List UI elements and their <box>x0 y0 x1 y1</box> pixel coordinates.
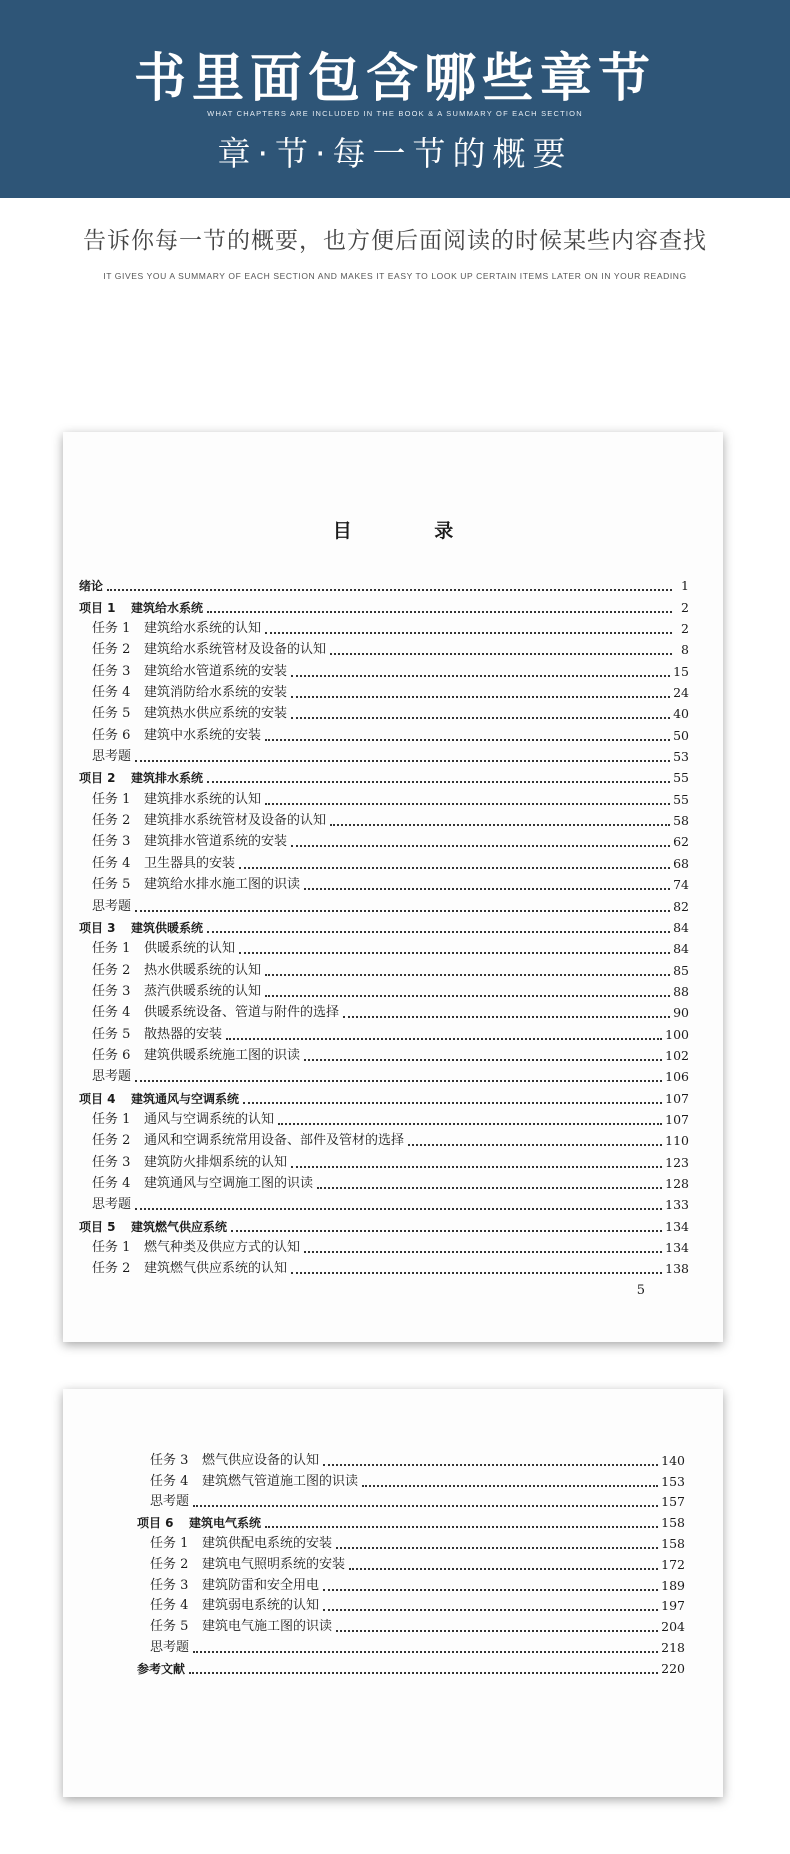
toc-entry-label <box>92 1069 131 1085</box>
toc-entry-row <box>79 1128 689 1149</box>
toc-entry-title: 建筑防雷和安全用电 <box>202 1577 320 1593</box>
toc-entry-label <box>92 706 287 722</box>
toc-page-ref: 24 <box>673 685 689 701</box>
toc-page-ref: 110 <box>665 1133 689 1149</box>
toc-page-ref: 50 <box>673 727 689 743</box>
toc-entry-title: 参考文献 <box>137 1661 186 1676</box>
toc-entry-row <box>79 1021 689 1042</box>
toc-page-ref: 88 <box>673 983 689 999</box>
dot-leader <box>107 589 672 591</box>
toc-entry-number: 任务 3 <box>150 1577 189 1593</box>
toc-entry-number: 任务 1 <box>92 941 131 957</box>
toc-entry-label <box>79 1219 227 1235</box>
toc-entry-label <box>92 685 287 701</box>
toc-entry-label <box>92 877 300 893</box>
toc-entry-number: 任务 3 <box>92 1154 131 1170</box>
toc-entry-label <box>92 984 261 1000</box>
toc-entry-title: 建筑通风与空调系统 <box>131 1091 240 1106</box>
toc-entry-row <box>79 637 689 658</box>
toc-entry-title: 建筑热水供应系统的安装 <box>144 706 288 722</box>
toc-page-ref: 53 <box>673 749 689 765</box>
dot-leader <box>193 1505 658 1507</box>
toc-entry-row <box>79 1043 689 1064</box>
dot-leader <box>291 717 670 719</box>
banner-subtitle-cn: 章·节·每一节的概要 <box>217 134 573 173</box>
toc-entry-number: 任务 3 <box>92 834 131 850</box>
dot-leader <box>207 931 670 933</box>
toc-entry-title: 建筑防火排烟系统的认知 <box>144 1154 288 1170</box>
toc-entry-row <box>79 936 689 957</box>
toc-chapter-row <box>79 915 689 936</box>
toc-chapter-row <box>79 1085 689 1106</box>
toc-entry-title: 建筑通风与空调施工图的识读 <box>144 1175 314 1191</box>
toc-entry-label <box>92 963 261 979</box>
dot-leader <box>231 1230 662 1232</box>
toc-entry-row <box>137 1635 685 1656</box>
toc-entry-number: 项目 4 <box>79 1091 116 1106</box>
banner-subtitle-en: WHAT CHAPTERS ARE INCLUDED IN THE BOOK & A SUMMARY OF EACH SECTION <box>207 109 583 118</box>
toc-entry-title: 散热器的安装 <box>144 1026 223 1042</box>
toc-entry-number: 项目 3 <box>79 920 116 935</box>
toc-entry-label <box>150 1619 332 1635</box>
toc-page-ref: 157 <box>661 1494 685 1510</box>
toc-entry-label <box>92 941 235 957</box>
toc-page-ref: 15 <box>673 663 689 679</box>
dot-leader <box>317 1187 662 1189</box>
toc-entry-number: 任务 4 <box>150 1473 189 1489</box>
toc-entry-label <box>92 834 287 850</box>
toc-entry-row <box>79 658 689 679</box>
toc-entry-number: 任务 1 <box>150 1535 189 1551</box>
dot-leader <box>135 760 670 762</box>
toc-entry-label <box>92 1112 274 1128</box>
toc-entry-row <box>137 1531 685 1552</box>
toc-page-ref: 140 <box>661 1452 685 1468</box>
toc-entry-row <box>79 616 689 637</box>
toc-entry-row <box>137 1490 685 1511</box>
dot-leader <box>304 1059 662 1061</box>
toc-page-ref: 40 <box>673 706 689 722</box>
toc-page-ref: 220 <box>661 1660 685 1676</box>
toc-entry-number: 任务 4 <box>92 685 131 701</box>
dot-leader <box>291 1272 662 1274</box>
toc-page-ref: 55 <box>673 791 689 807</box>
toc-entry-number: 任务 2 <box>92 962 131 978</box>
toc-entry-row <box>79 1235 689 1256</box>
toc-entry-label <box>92 1176 313 1192</box>
dot-leader <box>408 1144 662 1146</box>
toc-entry-label <box>92 664 287 680</box>
toc-page-ref: 102 <box>665 1047 689 1063</box>
toc-entry-number: 项目 5 <box>79 1219 116 1234</box>
toc-entry-number: 任务 2 <box>92 1133 131 1149</box>
toc-entry-title: 建筑电气系统 <box>189 1516 262 1531</box>
toc-page-ref: 58 <box>673 813 689 829</box>
toc-entry-number: 任务 3 <box>92 983 131 999</box>
toc-entry-title: 供暖系统设备、管道与附件的选择 <box>144 1005 340 1021</box>
toc-entry-label <box>150 1453 319 1469</box>
toc-entry-number: 项目 6 <box>137 1516 174 1531</box>
toc-entry-label <box>150 1557 345 1573</box>
dot-leader <box>239 867 670 869</box>
toc-entry-label <box>92 749 131 765</box>
dot-leader <box>336 1630 658 1632</box>
dot-leader <box>291 1166 662 1168</box>
toc-entry-label <box>150 1640 189 1656</box>
toc-entry-title: 建筑排水系统的认知 <box>144 791 262 807</box>
toc-page-ref: 197 <box>661 1598 685 1614</box>
toc-entry-label <box>92 1155 287 1171</box>
toc-list <box>79 573 689 1277</box>
dot-leader <box>135 1208 662 1210</box>
toc-page-ref: 134 <box>665 1240 689 1255</box>
toc-page-2 <box>63 1389 723 1797</box>
dot-leader <box>304 888 670 890</box>
toc-entry-row <box>79 722 689 743</box>
toc-entry-title: 建筑给水管道系统的安装 <box>144 663 288 679</box>
toc-page-ref: 128 <box>665 1175 689 1191</box>
toc-entry-number: 任务 1 <box>92 621 131 637</box>
toc-entry-title: 建筑燃气供应系统的认知 <box>144 1261 288 1277</box>
dot-leader <box>189 1672 658 1674</box>
toc-page-ref: 84 <box>673 941 689 957</box>
toc-entry-number: 任务 3 <box>150 1452 189 1468</box>
dot-leader <box>207 611 672 613</box>
toc-page-ref: 90 <box>673 1005 689 1021</box>
toc-page-ref: 74 <box>673 877 689 893</box>
toc-entry-title: 燃气种类及供应方式的认知 <box>144 1240 301 1255</box>
toc-entry-row <box>79 1149 689 1170</box>
toc-entry-title: 建筑供暖系统 <box>131 920 204 935</box>
toc-page-ref: 55 <box>673 770 689 786</box>
toc-entry-title: 建筑电气施工图的识读 <box>202 1619 333 1635</box>
toc-entry-number: 任务 5 <box>92 1026 131 1042</box>
toc-entry-label <box>79 578 103 594</box>
dot-leader <box>265 803 670 805</box>
dot-leader <box>323 1464 658 1466</box>
toc-page-ref: 133 <box>665 1197 689 1213</box>
toc-entry-label <box>137 1515 261 1531</box>
toc-entry-title: 建筑排水管道系统的安装 <box>144 834 288 850</box>
dot-leader <box>265 974 670 976</box>
toc-entry-number: 任务 3 <box>92 663 131 679</box>
dot-leader <box>330 824 670 826</box>
toc-page-ref: 138 <box>665 1261 689 1277</box>
toc-entry-label <box>150 1578 319 1594</box>
dot-leader <box>349 1568 658 1570</box>
toc-entry-label <box>150 1474 358 1490</box>
toc-entry-row <box>79 872 689 893</box>
toc-entry-label <box>92 1197 131 1213</box>
dot-leader <box>265 995 670 997</box>
toc-entry-number: 任务 5 <box>92 877 131 893</box>
toc-entry-number: 任务 1 <box>92 791 131 807</box>
dot-leader <box>291 696 670 698</box>
toc-entry-number: 任务 1 <box>92 1111 131 1127</box>
dot-leader <box>243 1102 662 1104</box>
toc-entry-title: 思考题 <box>92 1069 132 1085</box>
toc-page-ref: 68 <box>673 855 689 871</box>
toc-entry-row <box>137 1594 685 1615</box>
toc-entry-row <box>79 957 689 978</box>
toc-chapter-row <box>79 1213 689 1234</box>
toc-entry-number: 任务 4 <box>92 855 131 871</box>
dot-leader <box>278 1123 662 1125</box>
dot-leader <box>343 1016 670 1018</box>
toc-entry-title: 思考题 <box>92 1197 132 1213</box>
toc-entry-label <box>92 1133 404 1149</box>
toc-entry-label <box>150 1536 332 1552</box>
intro-text-en: IT GIVES YOU A SUMMARY OF EACH SECTION AND MAKES IT EASY TO LOOK UP CERTAIN ITEMS LATER ON IN YOUR READING <box>103 271 687 281</box>
toc-page-1 <box>63 432 723 1342</box>
toc-entry-title: 建筑消防给水系统的安装 <box>144 685 288 701</box>
toc-entry-title: 蒸汽供暖系统的认知 <box>144 983 262 999</box>
toc-page-ref: 85 <box>673 962 689 978</box>
toc-page-ref: 172 <box>661 1556 685 1572</box>
toc-entry-row <box>79 1171 689 1192</box>
toc-entry-label <box>79 600 203 616</box>
toc-page-ref: 158 <box>661 1535 685 1551</box>
toc-entry-row <box>79 829 689 850</box>
toc-entry-title: 通风和空调系统常用设备、部件及管材的选择 <box>144 1133 405 1149</box>
toc-entry-row <box>79 744 689 765</box>
dot-leader <box>265 739 670 741</box>
toc-entry-label <box>92 899 131 915</box>
toc-entry-number: 项目 2 <box>79 771 116 786</box>
intro-text-cn: 告诉你每一节的概要，也方便后面阅读的时候某些内容查找 <box>83 228 707 254</box>
toc-entry-label <box>150 1598 319 1614</box>
toc-entry-title: 思考题 <box>92 898 132 914</box>
toc-entry-number: 任务 2 <box>150 1556 189 1572</box>
dot-leader <box>265 1526 658 1528</box>
toc-entry-row <box>79 701 689 722</box>
toc-page-ref: 218 <box>661 1639 685 1655</box>
toc-entry-label <box>92 1005 339 1021</box>
toc-chapter-row <box>137 1510 685 1531</box>
dot-leader <box>323 1609 658 1611</box>
toc-chapter-row <box>137 1656 685 1677</box>
toc-entry-title: 供暖系统的认知 <box>144 941 236 957</box>
toc-entry-title: 建筑弱电系统的认知 <box>202 1598 320 1614</box>
toc-entry-title: 建筑电气照明系统的安装 <box>202 1556 346 1572</box>
toc-page-ref: 8 <box>681 642 689 658</box>
toc-entry-title: 建筑给水系统的认知 <box>144 621 262 637</box>
toc-entry-number: 任务 6 <box>92 727 131 743</box>
toc-entry-number: 任务 2 <box>92 813 131 829</box>
toc-entry-row <box>79 850 689 871</box>
toc-entry-title: 绪论 <box>79 579 104 594</box>
toc-entry-row <box>79 1256 689 1277</box>
toc-entry-row <box>79 979 689 1000</box>
toc-entry-title: 思考题 <box>150 1639 190 1655</box>
toc-entry-label <box>92 1261 287 1277</box>
dot-leader <box>330 653 672 655</box>
toc-page-ref: 1 <box>681 578 689 594</box>
toc-entry-number: 任务 2 <box>92 642 131 658</box>
toc-entry-number: 任务 4 <box>92 1005 131 1021</box>
toc-entry-number: 任务 5 <box>150 1619 189 1635</box>
dot-leader <box>336 1547 658 1549</box>
toc-entry-label <box>92 1240 300 1256</box>
header-banner <box>0 0 790 198</box>
toc-entry-number: 任务 2 <box>92 1261 131 1277</box>
toc-entry-row <box>79 680 689 701</box>
dot-leader <box>362 1485 658 1487</box>
toc-list <box>137 1448 685 1677</box>
toc-entry-row <box>137 1469 685 1490</box>
toc-page-ref: 107 <box>665 1111 689 1127</box>
toc-entry-title: 卫生器具的安装 <box>144 855 236 871</box>
toc-entry-row <box>79 893 689 914</box>
toc-entry-row <box>137 1552 685 1573</box>
toc-page-ref: 204 <box>661 1619 685 1635</box>
toc-entry-title: 热水供暖系统的认知 <box>144 962 262 978</box>
toc-entry-title: 思考题 <box>150 1494 190 1510</box>
toc-entry-label <box>92 642 326 658</box>
toc-entry-label <box>92 792 261 808</box>
dot-leader <box>207 781 670 783</box>
toc-entry-title: 建筑供配电系统的安装 <box>202 1535 333 1551</box>
page-number: 5 <box>636 1283 645 1298</box>
toc-entry-label <box>150 1494 189 1510</box>
toc-entry-number: 任务 1 <box>92 1240 131 1255</box>
toc-entry-number: 任务 5 <box>92 706 131 722</box>
toc-entry-label <box>92 1048 300 1064</box>
toc-page-ref: 158 <box>661 1515 685 1531</box>
toc-page-ref: 2 <box>681 621 689 637</box>
toc-entry-label <box>79 920 203 936</box>
banner-title: 书里面包含哪些章节 <box>133 48 656 109</box>
toc-page-ref: 134 <box>665 1218 689 1234</box>
dot-leader <box>193 1651 658 1653</box>
toc-entry-title: 燃气供应设备的认知 <box>202 1452 320 1468</box>
toc-chapter-row <box>79 765 689 786</box>
toc-page-ref: 82 <box>673 898 689 914</box>
toc-entry-row <box>137 1614 685 1635</box>
toc-entry-title: 建筑供暖系统施工图的识读 <box>144 1047 301 1063</box>
toc-entry-title: 建筑燃气管道施工图的识读 <box>202 1473 359 1489</box>
toc-page-ref: 106 <box>665 1069 689 1085</box>
toc-chapter-row <box>79 594 689 615</box>
toc-entry-number: 任务 4 <box>150 1598 189 1614</box>
dot-leader <box>226 1038 662 1040</box>
toc-entry-row <box>79 808 689 829</box>
toc-entry-row <box>137 1448 685 1469</box>
toc-entry-label <box>79 770 203 786</box>
toc-entry-label <box>92 1027 222 1043</box>
toc-entry-title: 通风与空调系统的认知 <box>144 1111 275 1127</box>
toc-entry-row <box>137 1573 685 1594</box>
dot-leader <box>265 632 672 634</box>
toc-page-ref: 2 <box>681 599 689 615</box>
dot-leader <box>291 675 670 677</box>
toc-page-ref: 84 <box>673 919 689 935</box>
toc-entry-title: 建筑排水系统管材及设备的认知 <box>144 813 327 829</box>
toc-page-ref: 123 <box>665 1154 689 1170</box>
toc-entry-title: 建筑中水系统的安装 <box>144 727 262 743</box>
toc-title: 目 录 <box>332 520 492 542</box>
dot-leader <box>291 845 670 847</box>
toc-entry-label <box>92 728 261 744</box>
toc-page-ref: 189 <box>661 1577 685 1593</box>
toc-page-ref: 153 <box>661 1473 685 1489</box>
toc-entry-title: 建筑给水排水施工图的识读 <box>144 877 301 893</box>
toc-entry-label <box>92 621 261 637</box>
toc-entry-title: 建筑给水系统 <box>131 600 204 615</box>
toc-entry-label <box>92 856 235 872</box>
dot-leader <box>323 1589 658 1591</box>
dot-leader <box>135 910 670 912</box>
dot-leader <box>135 1080 662 1082</box>
toc-page-ref: 107 <box>665 1090 689 1106</box>
toc-entry-row <box>79 1192 689 1213</box>
toc-entry-row <box>79 1000 689 1021</box>
toc-entry-label <box>137 1661 185 1677</box>
toc-chapter-row <box>79 573 689 594</box>
toc-page-ref: 62 <box>673 834 689 850</box>
toc-entry-number: 任务 6 <box>92 1047 131 1063</box>
toc-entry-title: 建筑排水系统 <box>131 771 204 786</box>
toc-entry-row <box>79 786 689 807</box>
toc-entry-title: 建筑给水系统管材及设备的认知 <box>144 642 327 658</box>
toc-entry-title: 建筑燃气供应系统 <box>131 1219 228 1234</box>
dot-leader <box>304 1251 662 1253</box>
toc-entry-row <box>79 1064 689 1085</box>
dot-leader <box>239 952 670 954</box>
toc-entry-title: 思考题 <box>92 749 132 765</box>
toc-entry-row <box>79 1107 689 1128</box>
toc-entry-number: 项目 1 <box>79 600 116 615</box>
toc-entry-label <box>79 1091 239 1107</box>
toc-entry-number: 任务 4 <box>92 1175 131 1191</box>
toc-entry-label <box>92 813 326 829</box>
toc-page-ref: 100 <box>665 1026 689 1042</box>
